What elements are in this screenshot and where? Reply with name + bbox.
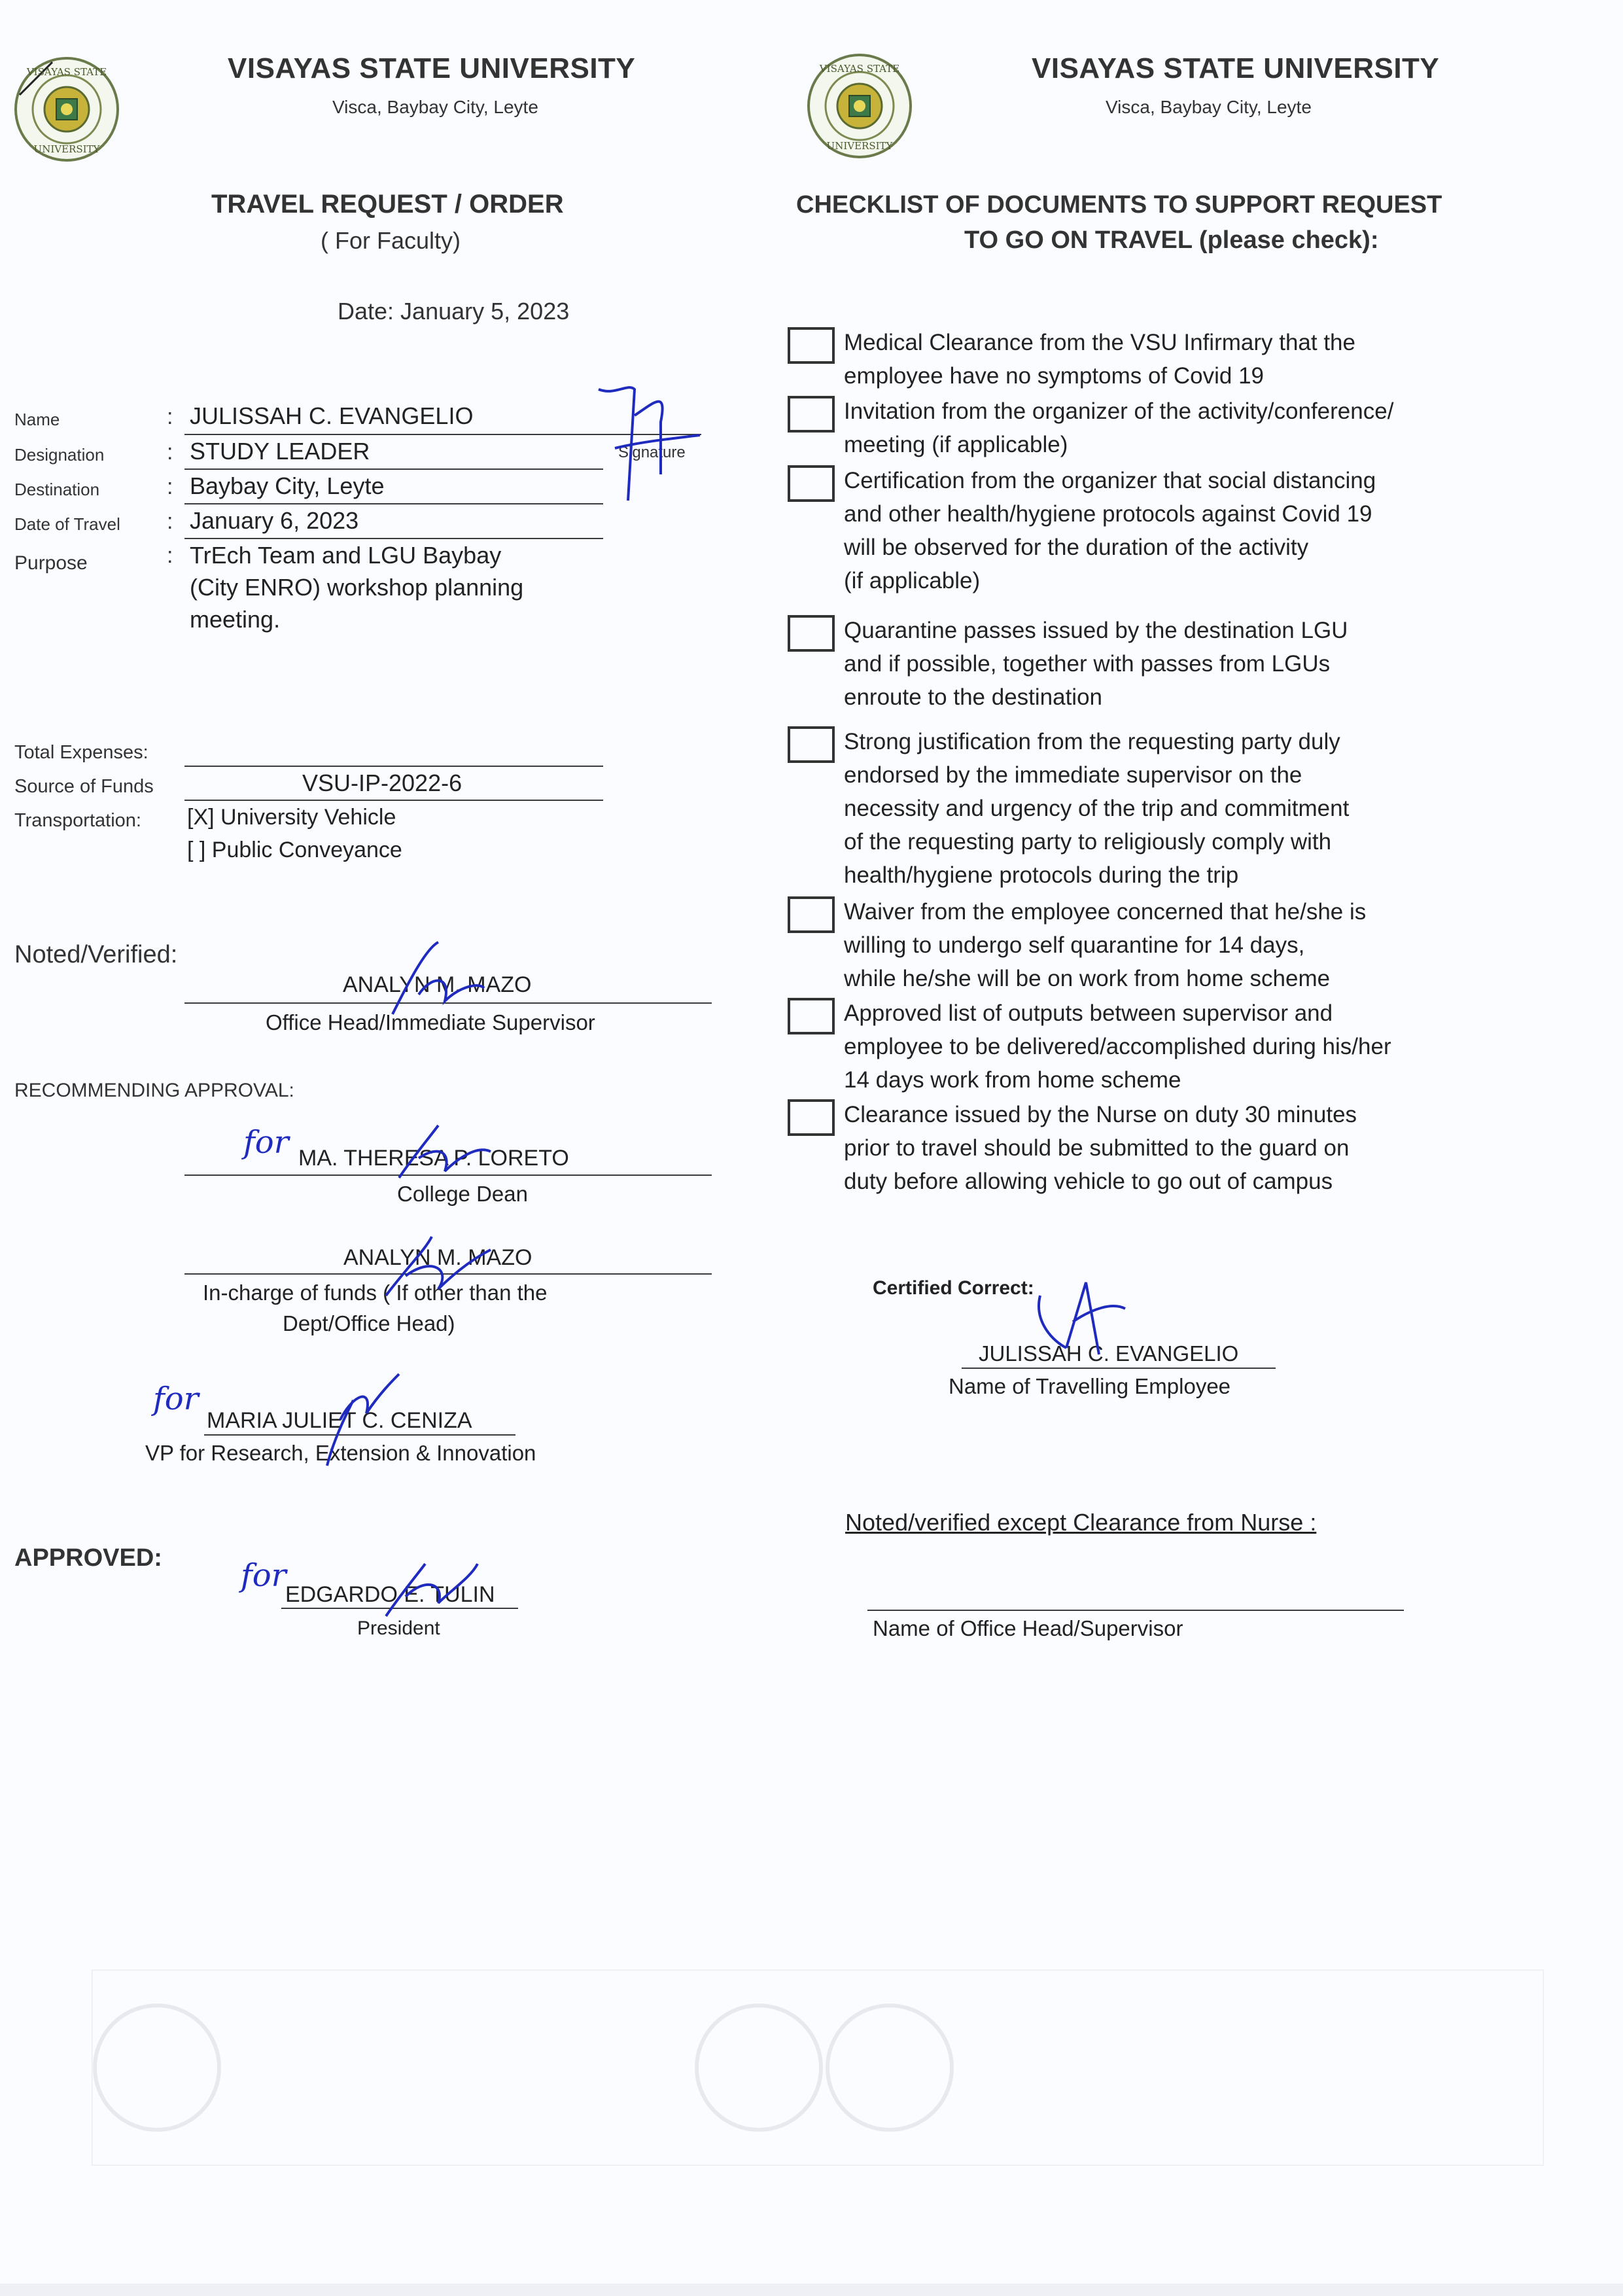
- bleed-through-letterhead: [92, 1969, 1544, 2166]
- checklist-item-text: necessity and urgency of the trip and commitment: [844, 796, 1350, 821]
- university-address-left: Visca, Baybay City, Leyte: [332, 97, 538, 117]
- form-subtitle: ( For Faculty): [321, 227, 461, 254]
- checklist-item-text: (if applicable): [844, 568, 981, 593]
- funds-incharge-role-2: Dept/Office Head): [283, 1311, 455, 1335]
- noted-verified-label: Noted/Verified:: [14, 941, 178, 968]
- certified-name: JULISSAH C. EVANGELIO: [979, 1341, 1239, 1366]
- colon: :: [167, 474, 173, 499]
- university-name-right: VISAYAS STATE UNIVERSITY: [1032, 52, 1440, 84]
- colon: :: [167, 509, 173, 534]
- checklist-checkbox[interactable]: [788, 615, 835, 652]
- checklist-item-text: Certification from the organizer that social distancing: [844, 468, 1376, 493]
- form-date: Date: January 5, 2023: [338, 298, 570, 325]
- transport-public-conveyance: [ ] Public Conveyance: [187, 838, 402, 862]
- vp-role: VP for Research, Extension & Innovation: [145, 1441, 536, 1465]
- checklist-item-text: Strong justification from the requesting party duly: [844, 729, 1340, 754]
- colon: :: [167, 543, 173, 568]
- for-annotation: for: [241, 1557, 287, 1594]
- checklist-item-text: of the requesting party to religiously comply with: [844, 829, 1332, 855]
- checklist-item-text: Approved list of outputs between supervisor and: [844, 1000, 1333, 1026]
- destination-value: Baybay City, Leyte: [190, 472, 385, 499]
- funds-incharge-role-1: In-charge of funds ( If other than the: [203, 1280, 548, 1305]
- applicant-signature: [589, 376, 707, 507]
- for-annotation: for: [243, 1124, 289, 1161]
- noted-role: Office Head/Immediate Supervisor: [266, 1010, 595, 1034]
- transport-university-vehicle: [X] University Vehicle: [187, 805, 396, 830]
- purpose-label: Purpose: [14, 552, 88, 574]
- president-signature: [379, 1538, 484, 1623]
- checklist-item-text: enroute to the destination: [844, 684, 1103, 710]
- scan-edge: [0, 2284, 1623, 2296]
- noted-except-nurse: Noted/verified except Clearance from Nurse :: [845, 1509, 1317, 1536]
- source-of-funds-label: Source of Funds: [14, 776, 154, 797]
- svg-text:UNIVERSITY: UNIVERSITY: [33, 143, 100, 155]
- date-of-travel-label: Date of Travel: [14, 514, 120, 534]
- destination-label: Destination: [14, 480, 100, 499]
- noted-name: ANALYN M. MAZO: [343, 972, 532, 997]
- checklist-checkbox[interactable]: [788, 726, 835, 763]
- checklist-title-2: TO GO ON TRAVEL (please check):: [964, 226, 1379, 254]
- dean-role: College Dean: [397, 1182, 528, 1206]
- recommending-approval-label: RECOMMENDING APPROVAL:: [14, 1080, 294, 1101]
- president-name: EDGARDO E. TULIN: [285, 1582, 495, 1607]
- university-seal-left: [13, 56, 121, 164]
- checklist-item-text: Medical Clearance from the VSU Infirmary that the: [844, 330, 1355, 355]
- checklist-item-text: and if possible, together with passes from LGUs: [844, 651, 1331, 677]
- vp-signature: [314, 1354, 406, 1472]
- purpose-line-2: (City ENRO) workshop planning: [190, 574, 524, 601]
- checklist-item-text: will be observed for the duration of the activity: [844, 535, 1309, 560]
- svg-text:UNIVERSITY: UNIVERSITY: [826, 140, 893, 152]
- checklist-checkbox[interactable]: [788, 896, 835, 933]
- checklist-item-text: health/hygiene protocols during the trip: [844, 862, 1239, 888]
- dean-name: MA. THERESA P. LORETO: [298, 1146, 569, 1171]
- checklist-item-text: Invitation from the organizer of the activity/conference/: [844, 398, 1394, 424]
- checklist-item-text: employee to be delivered/accomplished during his/her: [844, 1034, 1391, 1059]
- university-address-right: Visca, Baybay City, Leyte: [1106, 97, 1312, 117]
- colon: :: [167, 440, 173, 465]
- designation-label: Designation: [14, 445, 105, 465]
- checklist-item-text: prior to travel should be submitted to the guard on: [844, 1135, 1350, 1161]
- date-of-travel-underline: [184, 538, 603, 539]
- checklist-item-text: employee have no symptoms of Covid 19: [844, 363, 1264, 389]
- checklist-title-1: CHECKLIST OF DOCUMENTS TO SUPPORT REQUEST: [796, 191, 1442, 219]
- funds-incharge-signature: [379, 1224, 497, 1309]
- checklist-item-text: duty before allowing vehicle to go out of campus: [844, 1169, 1333, 1194]
- university-name-left: VISAYAS STATE UNIVERSITY: [228, 52, 636, 84]
- colon: :: [167, 404, 173, 429]
- office-head-label: Name of Office Head/Supervisor: [873, 1616, 1183, 1640]
- checklist-item-text: meeting (if applicable): [844, 432, 1068, 457]
- checklist-checkbox[interactable]: [788, 1099, 835, 1136]
- checklist-item-text: 14 days work from home scheme: [844, 1067, 1181, 1093]
- certified-role: Name of Travelling Employee: [949, 1374, 1231, 1398]
- checklist-item-text: and other health/hygiene protocols against Covid 19: [844, 501, 1372, 527]
- for-annotation: for: [153, 1381, 199, 1417]
- office-head-signature-line: [867, 1610, 1404, 1611]
- destination-underline: [184, 503, 603, 504]
- total-expenses-underline: [184, 766, 603, 767]
- checklist-item-text: Waiver from the employee concerned that he/she is: [844, 899, 1367, 925]
- designation-underline: [184, 468, 603, 470]
- checklist-item-text: willing to undergo self quarantine for 14 days,: [844, 932, 1305, 958]
- dean-signature: [393, 1106, 497, 1191]
- date-of-travel-value: January 6, 2023: [190, 507, 359, 534]
- svg-text:VISAYAS STATE: VISAYAS STATE: [26, 66, 107, 78]
- purpose-line-3: meeting.: [190, 606, 281, 633]
- svg-text:VISAYAS STATE: VISAYAS STATE: [819, 63, 900, 75]
- approved-label: APPROVED:: [14, 1544, 162, 1572]
- checklist-item-text: Clearance issued by the Nurse on duty 30 minutes: [844, 1102, 1357, 1127]
- name-value: JULISSAH C. EVANGELIO: [190, 402, 474, 429]
- vp-name: MARIA JULIET C. CENIZA: [207, 1408, 472, 1433]
- checklist-item-text: endorsed by the immediate supervisor on the: [844, 762, 1302, 788]
- noted-signature: [379, 936, 497, 1027]
- signature-label: Signature: [618, 444, 686, 461]
- checklist-checkbox[interactable]: [788, 396, 835, 433]
- source-of-funds-value: VSU-IP-2022-6: [302, 769, 462, 796]
- checklist-checkbox[interactable]: [788, 465, 835, 502]
- checklist-item-text: while he/she will be on work from home scheme: [844, 966, 1331, 991]
- certified-signature: [1027, 1269, 1132, 1381]
- designation-value: STUDY LEADER: [190, 438, 370, 465]
- form-title: TRAVEL REQUEST / ORDER: [211, 190, 564, 219]
- university-seal-right: [806, 52, 914, 160]
- name-label: Name: [14, 410, 60, 429]
- checklist-checkbox[interactable]: [788, 998, 835, 1034]
- transportation-label: Transportation:: [14, 810, 141, 831]
- president-role: President: [357, 1617, 440, 1639]
- checklist-item-text: Quarantine passes issued by the destination LGU: [844, 618, 1348, 643]
- funds-incharge-name: ANALYN M. MAZO: [343, 1245, 532, 1270]
- source-of-funds-underline: [184, 800, 603, 801]
- purpose-line-1: TrEch Team and LGU Baybay: [190, 542, 502, 569]
- checklist-checkbox[interactable]: [788, 327, 835, 364]
- certified-correct-label: Certified Correct:: [873, 1277, 1034, 1299]
- total-expenses-label: Total Expenses:: [14, 742, 148, 763]
